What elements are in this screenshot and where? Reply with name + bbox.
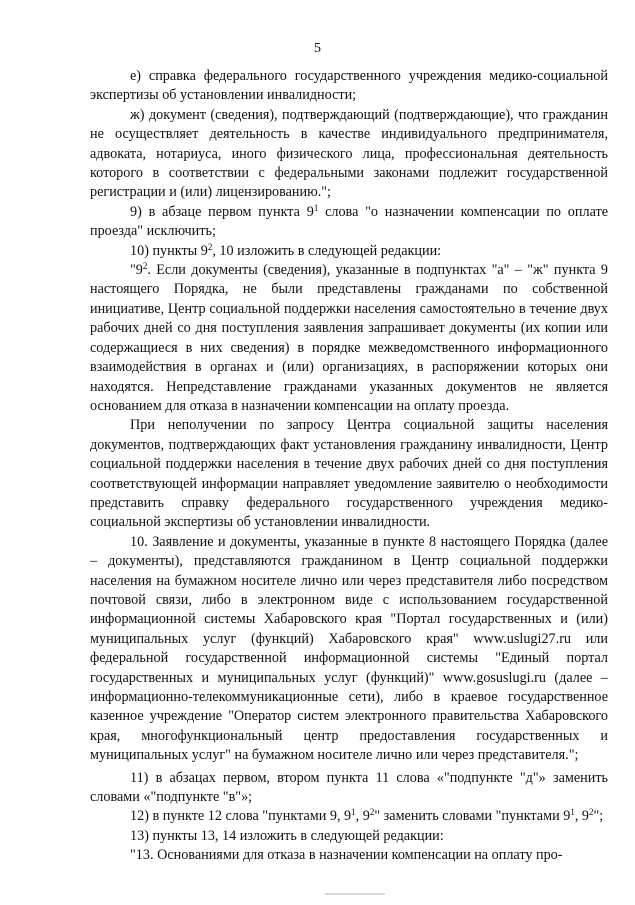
superscript: 2: [589, 807, 594, 818]
text-segment: "9: [130, 262, 143, 279]
paragraph-nonreceipt-of-documents: При неполучении по запросу Центра социальной защиты населения документов, подтверждающих факт установления гражданину инвалидности, Центр социальной поддержки населения в течение двух рабочих дней со дня поступления соответствующей информации направляет уведомление заявителю о необходимости представить справку федерального государственного учреждения медико-социальной экспертизы об установлении инвалидности.: [90, 417, 608, 531]
text-segment: " заменить словами "пунктами 9: [374, 808, 571, 825]
superscript: 2: [142, 261, 148, 272]
document-body: [90, 67, 608, 866]
paragraph-item-10: [90, 242, 608, 261]
text-segment: 10) пункты 9: [130, 242, 208, 259]
paragraph-item-12: [90, 807, 608, 826]
text-segment: , 9: [574, 808, 589, 825]
page-number: 5: [314, 41, 321, 56]
text-segment: 9) в абзаце первом пункта 9: [130, 203, 314, 220]
text-segment: . Если документы (сведения), указанные в подпунктах "а" – "ж" пункта 9 настоящего Порядка, не были представлены гражданами по собственной инициативе, Центр социальной поддержки населения самостоятельно в течение двух рабочих дней со дня поступления заявления запрашивает документы (их копии или содержащиеся в них сведения) в порядке межведомственного информационного взаимодействия в органах и (или) организациях, в распоряжении которых они находятся. Непредставление гражданами указанных документов не является основанием для отказа в назначении компенсации на оплату проезда.: [90, 262, 608, 414]
superscript: 1: [570, 807, 575, 818]
paragraph-clause-9-2: [90, 261, 608, 416]
text-segment: 12) в пункте 12 слова "пунктами 9, 9: [130, 808, 352, 825]
superscript: 1: [313, 202, 319, 213]
paragraph-item-13: 13) пункты 13, 14 изложить в следующей редакции:: [130, 827, 444, 844]
paragraph-clause-10: 10. Заявление и документы, указанные в пункте 8 настоящего Порядка (далее – документы), представляются гражданином в Центр социальной поддержки населения на бумажном носителе лично или через представителя либо посредством почтовой связи, либо в электронном виде с использованием государственной информационной системы Хабаровского края "Портал государственных и (или) муниципальных услуг (функций) Хабаровского края" www.uslugi27.ru или федеральной государственной информационной системы "Единый портал государственных и муниципальных услуг (функций)" www.gosuslugi.ru (далее – информационно-телекоммуникационные сети), либо в краевое государственное казенное учреждение "Оператор систем электронного правительства Хабаровского края, многофункциональный центр предоставления государственных и муниципальных услуг" на бумажном носителе лично или через представителя.";: [90, 533, 608, 764]
paragraph-item-11: 11) в абзацах первом, втором пункта 11 слова «"подпункте "д"» заменить словами «"подпункте "в"»;: [90, 769, 608, 806]
text-segment: , 9: [355, 808, 370, 825]
superscript: 2: [207, 241, 213, 252]
text-segment: слова "о назначении компенсации по оплате проезда" исключить;: [90, 203, 608, 240]
paragraph-item-9: [90, 203, 608, 242]
paragraph-e-disability-certificate: е) справка федерального государственного учреждения медико-социальной экспертизы об установлении инвалидности;: [90, 68, 608, 104]
scan-artifact: [325, 893, 385, 895]
superscript: 1: [351, 807, 356, 818]
text-segment: , 10 изложить в следующей редакции:: [212, 242, 442, 259]
text-segment: ";: [593, 808, 604, 825]
superscript: 2: [369, 807, 375, 818]
paragraph-zh-entrepreneur-document: ж) документ (сведения), подтверждающий (подтверждающие), что гражданин не осуществляет деятельность в качестве индивидуального предпринимателя, адвоката, нотариуса, иного физического лица, профессиональная деятельность которого в соответствии с федеральными законами подлежит государственной регистрации и (или) лицензированию.";: [90, 106, 608, 201]
paragraph-clause-13: "13. Основаниями для отказа в назначении компенсации на оплату про-: [130, 847, 563, 864]
